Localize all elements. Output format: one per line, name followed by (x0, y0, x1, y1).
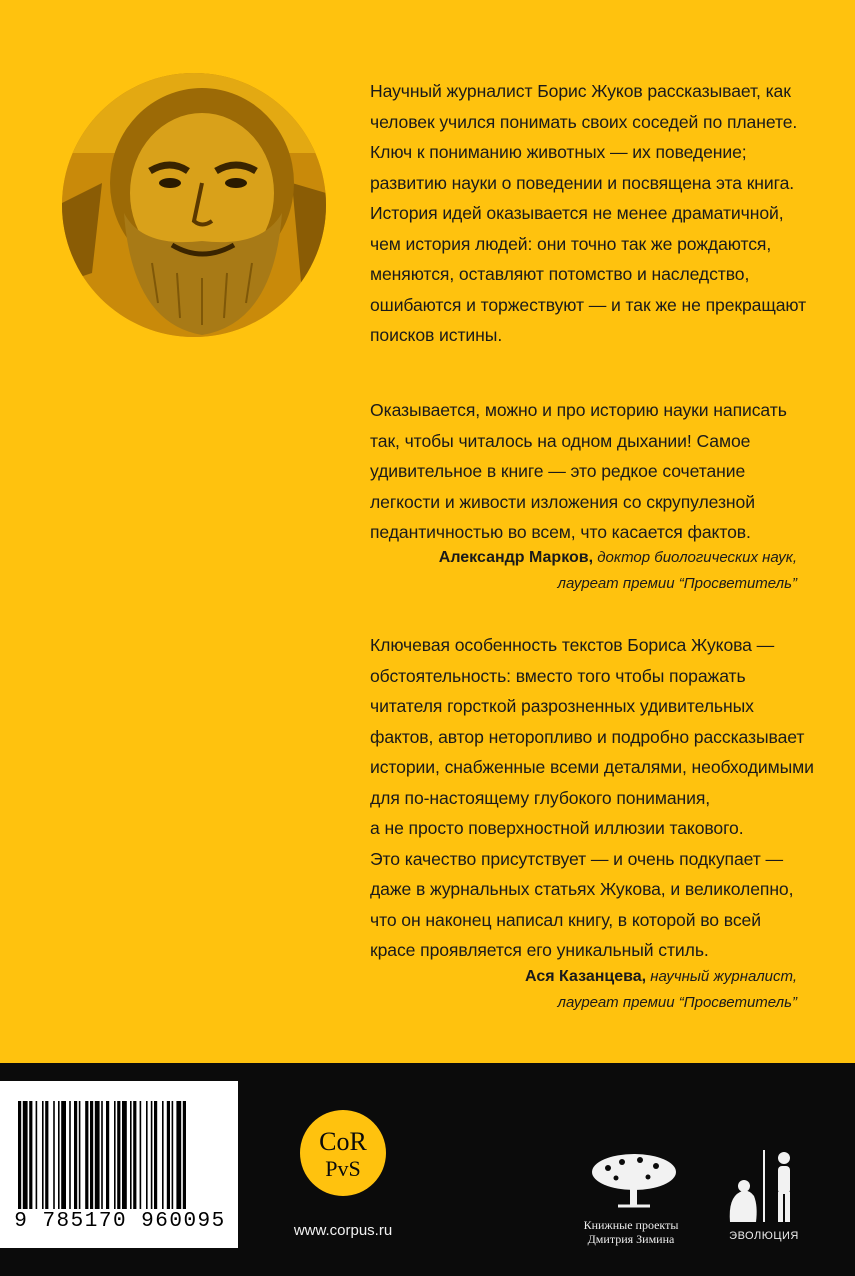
author-portrait (62, 73, 326, 337)
barcode-bar (23, 1101, 28, 1209)
barcode-bar (61, 1101, 66, 1209)
review-markov-attribution (439, 545, 797, 597)
barcode-bars (0, 1081, 238, 1211)
review-line: даже в журнальных статьях Жукова, и великолепно, (370, 879, 794, 899)
barcode-bar (95, 1101, 100, 1209)
review-line: обстоятельность: вместо того чтобы поражать (370, 665, 746, 686)
svg-text:CoR: CoR (319, 1127, 367, 1156)
review-line: что он наконец написал книгу, в которой во всей (370, 909, 761, 930)
book-description (370, 76, 806, 351)
series-label: ЭВОЛЮЦИЯ (729, 1230, 799, 1242)
barcode-bar (114, 1101, 116, 1209)
review-line: Оказывается, можно и про историю науки написать (370, 400, 787, 420)
tree-icon (588, 1150, 680, 1212)
barcode-bar (176, 1101, 181, 1209)
barcode-bar (74, 1101, 77, 1209)
review-kazantseva-text (370, 630, 814, 966)
barcode-bar (140, 1101, 142, 1209)
evolution-series-icon (718, 1148, 810, 1224)
barcode-bar (151, 1101, 153, 1209)
barcode-bar (90, 1101, 93, 1209)
review-line: читателя горсткой разрозненных удивительных (370, 696, 754, 716)
barcode-bar (42, 1101, 44, 1209)
zimin-label-line: Дмитрия Зимина (587, 1232, 675, 1246)
barcode-bar (101, 1101, 103, 1209)
review-line: истории, снабженные всеми деталями, необходимыми (370, 757, 814, 777)
svg-text:PvS: PvS (325, 1156, 361, 1181)
description-line: развитию науки о поведении и посвящена эта книга. (370, 172, 795, 193)
reviewer-title: доктор биологических наук, (597, 549, 797, 566)
barcode-bar (167, 1101, 170, 1209)
description-line: поисков истины. (370, 325, 503, 345)
review-line: а не просто поверхностной иллюзии такового. (370, 818, 744, 838)
barcode-bar (58, 1101, 60, 1209)
review-line: Ключевая особенность текстов Бориса Жукова — (370, 635, 775, 655)
barcode-bar (154, 1101, 157, 1209)
barcode-bar (69, 1101, 71, 1209)
zimin-projects-label (556, 1218, 706, 1246)
reviewer-award: лауреат премии “Просветитель” (557, 994, 797, 1011)
description-line: История идей оказывается не менее драматичной, (370, 203, 784, 223)
review-kazantseva-attribution (525, 964, 797, 1016)
reviewer-title: научный журналист, (650, 968, 797, 985)
barcode-bar (36, 1101, 38, 1209)
description-line: ошибаются и торжествуют — и так же не прекращают (370, 294, 807, 315)
barcode-bar (183, 1101, 186, 1209)
review-line: Это качество присутствует — и очень подкупает — (370, 848, 783, 869)
barcode-bar (106, 1101, 109, 1209)
barcode-bar (29, 1101, 32, 1209)
barcode-bar (146, 1101, 148, 1209)
publisher-url[interactable]: www.corpus.ru (293, 1222, 393, 1239)
description-line: меняются, оставляют потомство и наследство, (370, 264, 750, 284)
reviewer-name: Александр Марков, (438, 549, 594, 566)
barcode-bar (18, 1101, 21, 1209)
corpus-logo (298, 1108, 388, 1198)
barcode-bar (172, 1101, 174, 1209)
description-line: человек учился понимать своих соседей по планете. (370, 111, 798, 132)
review-markov-text (370, 395, 787, 548)
barcode-bar (162, 1101, 164, 1209)
barcode-bar (133, 1101, 136, 1209)
barcode-bar (130, 1101, 132, 1209)
barcode-bar (79, 1101, 81, 1209)
isbn-number: 9 785170 960095 (14, 1210, 226, 1233)
barcode-bar (122, 1101, 127, 1209)
reviewer-name: Ася Казанцева, (525, 968, 647, 985)
description-line: чем история людей: они точно так же рождаются, (370, 233, 772, 254)
review-line: для по-настоящему глубокого понимания, (370, 787, 711, 808)
barcode-bar (85, 1101, 88, 1209)
review-line: красе проявляется его уникальный стиль. (370, 940, 709, 960)
review-line: педантичностью во всем, что касается фактов. (370, 522, 751, 542)
description-line: Научный журналист Борис Жуков рассказывает, как (370, 81, 791, 101)
review-line: фактов, автор неторопливо и подробно рассказывает (370, 726, 805, 747)
review-line: удивительное в книге — это редкое сочетание (370, 461, 746, 481)
zimin-label-line: Книжные проекты (583, 1218, 679, 1232)
barcode-bar (117, 1101, 120, 1209)
review-line: легкости и живости изложения со скрупулезной (370, 491, 755, 512)
reviewer-award: лауреат премии “Просветитель” (557, 575, 797, 592)
barcode-bar (45, 1101, 48, 1209)
review-line: так, чтобы читалось на одном дыхании! Самое (370, 430, 751, 451)
barcode-bar (53, 1101, 55, 1209)
description-line: Ключ к пониманию животных — их поведение; (370, 142, 747, 162)
